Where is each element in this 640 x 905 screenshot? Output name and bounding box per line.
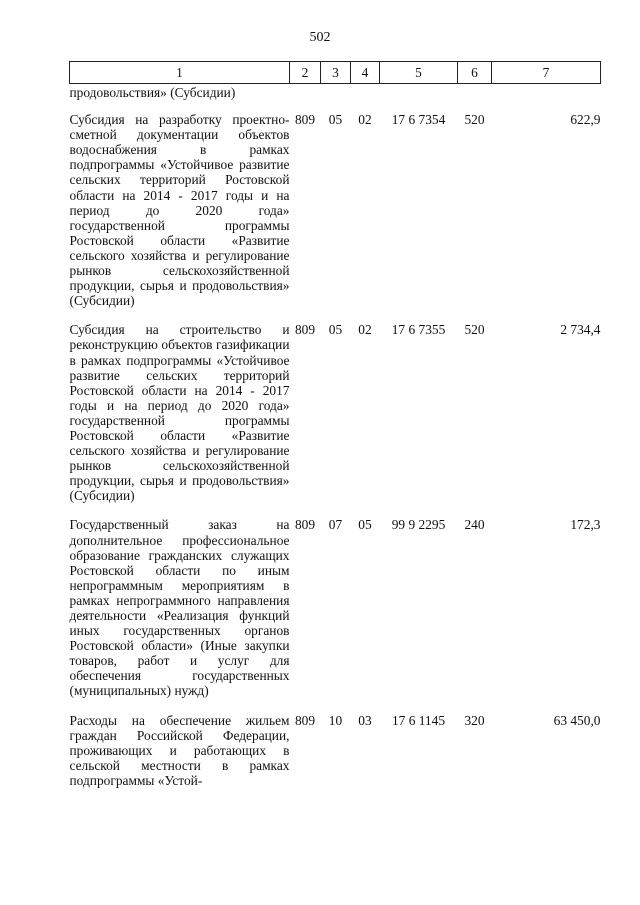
row-admin-code: 809 xyxy=(294,712,316,728)
row-description: Государственный заказ на дополнительное профессиональное образование гражданских служащих Ростовской области по иным непрограммным мероприятиям в рамках непрограммного направления деятельности «Реализация функций иных государственных органов Ростовской области» (Иные закупки товаров, работ и услуг для обеспечения государственных (муниципальных) нужд) xyxy=(69,517,290,699)
table-row xyxy=(70,713,601,802)
header-col-4: 4 xyxy=(351,62,380,84)
page-number: 502 xyxy=(309,30,331,45)
row-section: 10 xyxy=(328,712,343,728)
row-description: продовольствия» (Субсидии) xyxy=(69,85,236,100)
table-row xyxy=(70,84,601,113)
row-amount xyxy=(492,84,601,113)
row-amount: 63 450,0 xyxy=(553,712,601,728)
row-description: Субсидия на строительство и реконструкцию объектов газификации в рамках подпрограммы «Устойчивое развитие сельских территорий Ростовской области на 2014 - 2017 годы и на период до 2020 года» государственной программы Ростовской области «Развитие сельского хозяйства и регулирование рынков сельскохозяйственной продукции, сырья и продовольствия» (Субсидии) xyxy=(69,322,290,504)
row-section: 05 xyxy=(328,322,343,338)
row-description: Расходы на обеспечение жильем граждан Российской Федерации, проживающих и работающих в сельской местности в рамках подпрограммы «Устой- xyxy=(69,712,290,788)
table-row xyxy=(70,112,601,322)
row-target-article: 17 6 7355 xyxy=(391,322,446,338)
row-section: 07 xyxy=(328,517,343,533)
row-expense-type: 240 xyxy=(464,517,485,533)
table-row xyxy=(70,322,601,517)
row-expense-type xyxy=(458,84,492,113)
row-expense-type: 520 xyxy=(464,322,485,338)
budget-table xyxy=(69,61,601,802)
row-section: 05 xyxy=(328,112,343,128)
row-amount: 622,9 xyxy=(570,112,601,128)
row-subsection: 05 xyxy=(358,517,372,533)
header-col-7: 7 xyxy=(492,62,601,84)
row-target-article: 17 6 7354 xyxy=(391,112,446,128)
row-description: Субсидия на разработку проектно-сметной документации объектов водоснабжения в рамках подпрограммы «Устойчивое развитие сельских территорий Ростовской области на 2014 - 2017 годы и на период до 2020 года» государственной программы Ростовской области «Развитие сельского хозяйства и регулирование рынков сельскохозяйственной продукции, сырья и продовольствия» (Субсидии) xyxy=(69,112,290,309)
row-target-article: 99 9 2295 xyxy=(391,517,446,533)
header-row xyxy=(70,62,601,84)
row-expense-type: 520 xyxy=(464,112,485,128)
row-expense-type: 320 xyxy=(464,712,485,728)
row-admin-code xyxy=(290,84,321,113)
row-subsection: 02 xyxy=(358,112,372,128)
row-subsection xyxy=(351,84,380,113)
row-target-article xyxy=(380,84,458,113)
row-subsection: 03 xyxy=(358,712,372,728)
row-amount: 172,3 xyxy=(570,517,601,533)
row-subsection: 02 xyxy=(358,322,372,338)
row-amount: 2 734,4 xyxy=(560,322,601,338)
table-row xyxy=(70,517,601,712)
table-header xyxy=(70,62,601,84)
row-section xyxy=(321,84,351,113)
row-admin-code: 809 xyxy=(294,322,316,338)
header-col-6: 6 xyxy=(458,62,492,84)
table-body xyxy=(70,84,601,803)
row-target-article: 17 6 1145 xyxy=(391,712,446,728)
header-col-2: 2 xyxy=(290,62,321,84)
header-col-5: 5 xyxy=(380,62,458,84)
row-admin-code: 809 xyxy=(294,112,316,128)
header-col-1: 1 xyxy=(70,62,290,84)
header-col-3: 3 xyxy=(321,62,351,84)
row-admin-code: 809 xyxy=(294,517,316,533)
